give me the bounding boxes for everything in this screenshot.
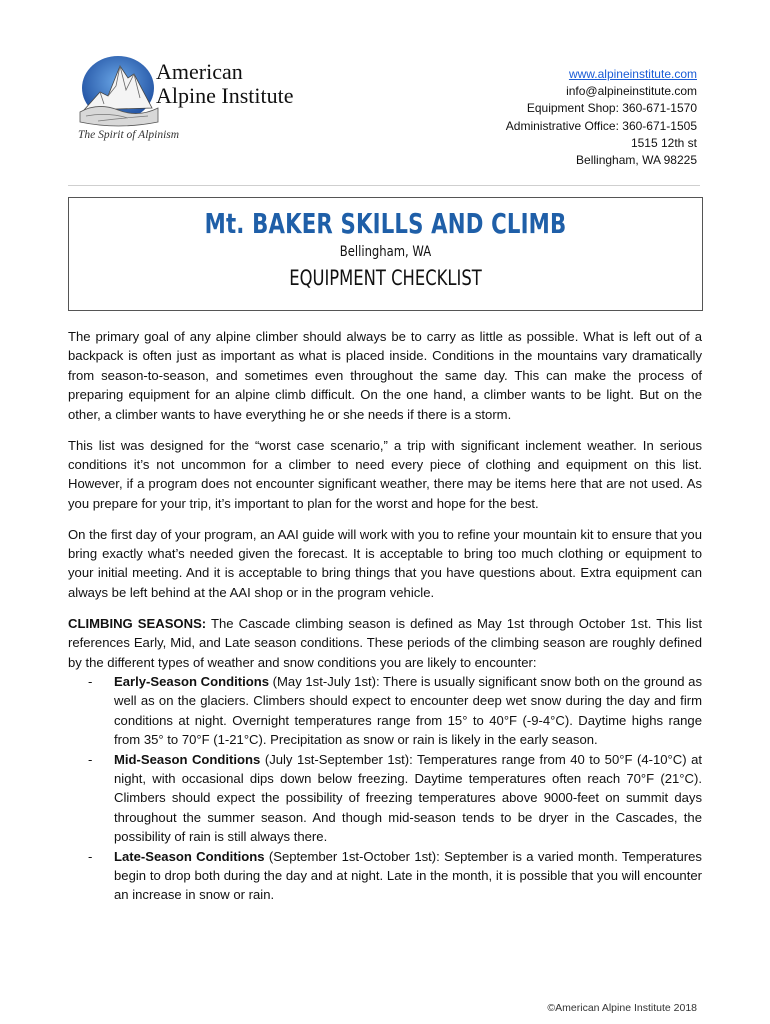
paragraph: The primary goal of any alpine climber should always be to carry as little as possible. What is left out of a backpack is often just as important as what is placed inside. Conditions in the mountains vary dramatically from season-to-season, and sometimes even throughout the same day. This can make the process of preparing equipment for an alpine climb difficult. On the one hand, a climber wants to be light. But on the other, a climber wants to have everything he or she needs if there is a storm. xyxy=(68,329,702,422)
checklist-heading: EQUIPMENT CHECKLIST xyxy=(289,266,482,290)
location-subtitle: Bellingham, WA xyxy=(339,244,432,260)
season-name: Mid-Season Conditions xyxy=(114,751,261,767)
season-description: (July 1st-September 1st): Temperatures range from 40 to 50°F (4-10°C) at night, with occasional dips down below freezing. Daytime temperatures often reach 70°F (21°C). Climbers should expect the possibility of freezing temperatures above 9000-feet on summit days throughout the summer season. And though mid-season tends to be dryer in the Cascades, the possibility of rain is still always there. xyxy=(114,751,702,845)
list-bullet: - xyxy=(88,848,93,864)
season-description: (September 1st-October 1st): September is a varied month. Temperatures begin to drop both during the day and at night. Late in the month, it is possible that you will encounter an increase in snow or rain. xyxy=(114,848,702,903)
paragraph: On the first day of your program, an AAI guide will work with you to refine your mountain kit to ensure that you bring exactly what’s needed given the forecast. It is acceptable to bring too much clothing or equipment to your initial meeting. And it is acceptable to bring things that you have questions about. Extra equipment can always be left behind at the AAI shop or in the program vehicle. xyxy=(68,526,702,600)
season-list-item xyxy=(68,672,702,750)
season-name: Late-Season Conditions xyxy=(114,848,265,864)
season-list-item xyxy=(68,750,702,847)
season-name: Early-Season Conditions xyxy=(114,674,269,689)
list-bullet: - xyxy=(88,674,93,689)
street-address: 1515 12th st xyxy=(630,135,697,150)
climbing-seasons-label: CLIMBING SEASONS: xyxy=(68,615,207,631)
title-box xyxy=(68,197,703,311)
org-name-line1: American xyxy=(156,59,243,84)
season-description: (May 1st-July 1st): There is usually significant snow both on the ground as well as on the glaciers. Climbers should expect to encounter deep wet snow during the day and firm conditions at night. Overnight temperatures range from 15° to 40°F (-9-4°C). Daytime highs range from 35° to 70°F (1-21°C). Precipitation as snow or rain is likely in the early season. xyxy=(114,674,702,748)
website-link[interactable]: www.alpineinstitute.com xyxy=(568,67,697,81)
season-list-item xyxy=(68,847,702,905)
tagline: The Spirit of Alpinism xyxy=(78,129,180,141)
city-address: Bellingham, WA 98225 xyxy=(576,153,697,168)
paragraph: This list was designed for the “worst case scenario,” a trip with significant inclement weather. In serious conditions it’s not uncommon for a climber to need every piece of clothing and equipment on this list. However, if a program does not encounter significant weather, there may be items here that are not used. As you prepare for your trip, it’s important to plan for the worst and hope for the best. xyxy=(68,437,702,511)
copyright-footer: ©American Alpine Institute 2018 xyxy=(547,1002,697,1014)
climbing-seasons-intro xyxy=(68,614,702,672)
page-title: Mt. BAKER SKILLS AND CLIMB xyxy=(204,207,567,240)
list-bullet: - xyxy=(88,751,93,767)
body-text xyxy=(68,327,702,905)
mountain-logo-icon xyxy=(78,52,160,130)
email-text: info@alpineinstitute.com xyxy=(566,84,697,99)
equipment-shop-phone: Equipment Shop: 360-671-1570 xyxy=(526,101,697,116)
admin-office-phone: Administrative Office: 360-671-1505 xyxy=(505,118,697,133)
header-divider xyxy=(68,185,700,186)
org-name-line2: Alpine Institute xyxy=(156,83,294,108)
contact-block xyxy=(506,66,697,169)
org-name xyxy=(156,60,293,108)
climbing-seasons-text: The Cascade climbing season is defined as May 1st through October 1st. This list references Early, Mid, and Late season conditions. These periods of the climbing season are roughly defined by the different types of weather and snow conditions you are likely to encounter: xyxy=(68,615,702,670)
aai-logo xyxy=(78,52,338,147)
